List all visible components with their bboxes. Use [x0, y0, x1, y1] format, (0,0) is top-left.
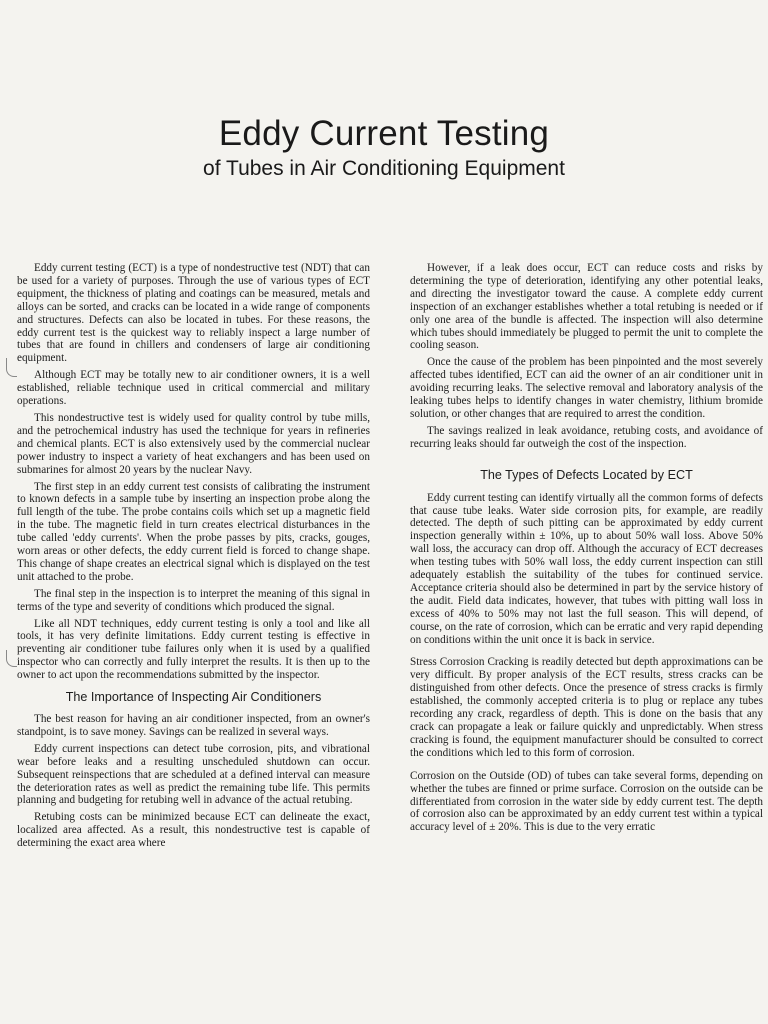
paragraph: The savings realized in leak avoidance, retubing costs, and avoidance of recurring leaks should far outweigh the cost of the inspection. [410, 424, 763, 450]
paragraph: Stress Corrosion Cracking is readily detected but depth approximations can be very difficult. By proper analysis of the ECT results, stress cracks can be distinguished from other defects. Once the presence of stress cracks is firmly established, the commonly accepted criteria is to plug or replace any tubes recording any crack, regardless of depth. This is done on the basis that any crack can propagate a leak or failure quickly and unpredictably. When stress cracking is found, the equipment manufacturer should be consulted to correct the conditions which led to this form of corrosion. [410, 656, 763, 759]
binding-hole-mark [6, 358, 17, 377]
paragraph: Like all NDT techniques, eddy current testing is only a tool and like all tools, it has very definite limitations. Eddy current testing is effective in preventing air conditioner tube failures only when it is used by a qualified inspector who can correctly and fully interpret the results. It is then up to the owner to act upon the recommendations submitted by the inspector. [17, 617, 370, 682]
paragraph: This nondestructive test is widely used for quality control by tube mills, and the petrochemical industry has used the technique for years in refineries and chemical plants. ECT is also extensively used by the commercial nuclear power industry to inspect a variety of heat exchangers and has been used on submarines for almost 20 years by the nuclear Navy. [17, 411, 370, 476]
left-column [17, 262, 370, 854]
paragraph: However, if a leak does occur, ECT can reduce costs and risks by determining the type of deterioration, identifying any other potential leaks, and directing the investigator toward the cause. A complete eddy current inspection of an exchanger establishes whether a total retubing is needed or if only one area of the bundle is affected. The inspection will also determine which tubes should immediately be plugged to permit the unit to complete the cooling season. [410, 262, 763, 352]
section-heading: The Importance of Inspecting Air Conditioners [65, 690, 322, 705]
binding-hole-mark [6, 650, 17, 667]
paragraph: Corrosion on the Outside (OD) of tubes can take several forms, depending on whether the tubes are finned or prime surface. Corrosion on the outside can be differentiated from corrosion in the water side by eddy current test. The depth of corrosion also can be approximated by an eddy current test within a typical accuracy level of ± 20%. This is due to the very erratic [410, 769, 763, 834]
paragraph: Retubing costs can be minimized because ECT can delineate the exact, localized area affected. As a result, this nondestructive test is capable of determining the exact area where [17, 811, 370, 850]
paragraph: The final step in the inspection is to interpret the meaning of this signal in terms of the type and severity of conditions which produced the signal. [17, 587, 370, 613]
paragraph: Eddy current testing (ECT) is a type of nondestructive test (NDT) that can be used for a variety of purposes. Through the use of various types of ECT equipment, the thickness of plating and coatings can be measured, metals and alloys can be sorted, and cracks can be located in a wide range of components and structures. Defects can also be located in tubes. For these reasons, the eddy current test is the quickest way to reliably inspect a large number of tubes that are found in chillers and condensers of large air conditioning equipment. [17, 262, 370, 365]
paragraph: Once the cause of the problem has been pinpointed and the most severely affected tubes identified, ECT can aid the owner of an air conditioner unit in avoiding recurring leaks. The selective removal and laboratory analysis of the leaking tubes helps to identify changes in water chemistry, lithium bromide solution, or other changes that are required to arrest the condition. [410, 356, 763, 420]
paragraph: Eddy current testing can identify virtually all the common forms of defects that cause tube leaks. Water side corrosion pits, for example, are readily detected. The depth of such pitting can be approximated by eddy current inspection generally within ± 10%, up to about 50% wall loss. Above 50% wall loss, the accuracy can drop off. Although the accuracy of ECT decreases when testing tubes with 50% wall loss, the eddy current inspection can still adequately establish the suitability of the tubes for continued service. Acceptance criteria should also be determined in part by the service history of the audit. Field data indicates, however, that tubes with pitting wall loss in excess of 40% to 50% may not last the full season. This will depend, of course, on the rate of corrosion, which can be erratic and very rapid depending on conditions within the unit once it is back in service. [410, 491, 763, 646]
right-column [410, 262, 763, 838]
paragraph: Although ECT may be totally new to air conditioner owners, it is a well established, reliable technique used in critical commercial and military operations. [17, 369, 370, 408]
article-subtitle: of Tubes in Air Conditioning Equipment [203, 157, 565, 180]
paragraph: The best reason for having an air conditioner inspected, from an owner's standpoint, is to save money. Savings can be realized in several ways. [17, 713, 370, 738]
article-title: Eddy Current Testing [218, 114, 550, 153]
paragraph: Eddy current inspections can detect tube corrosion, pits, and vibrational wear before leaks and a resulting unscheduled shutdown can occur. Subsequent reinspections that are scheduled at a defined interval can measure the deterioration rates as well as predict the remaining tube life. This permits planning and budgeting for retubing well in advance of the actual retubing. [17, 742, 370, 807]
paragraph: The first step in an eddy current test consists of calibrating the instrument to known defects in a sample tube by inserting an inspection probe along the full length of the tube. The probe contains coils which set up a magnetic field in the tube. The magnetic field in turn creates electrical disturbances in the tube called 'eddy currents'. When the probe passes by pits, cracks, gouges, worn areas or other defects, the eddy current field is forced to change shape. This change of shape creates an electrical signal which is displayed on the test unit attached to the probe. [17, 480, 370, 583]
section-heading: The Types of Defects Located by ECT [480, 467, 693, 482]
